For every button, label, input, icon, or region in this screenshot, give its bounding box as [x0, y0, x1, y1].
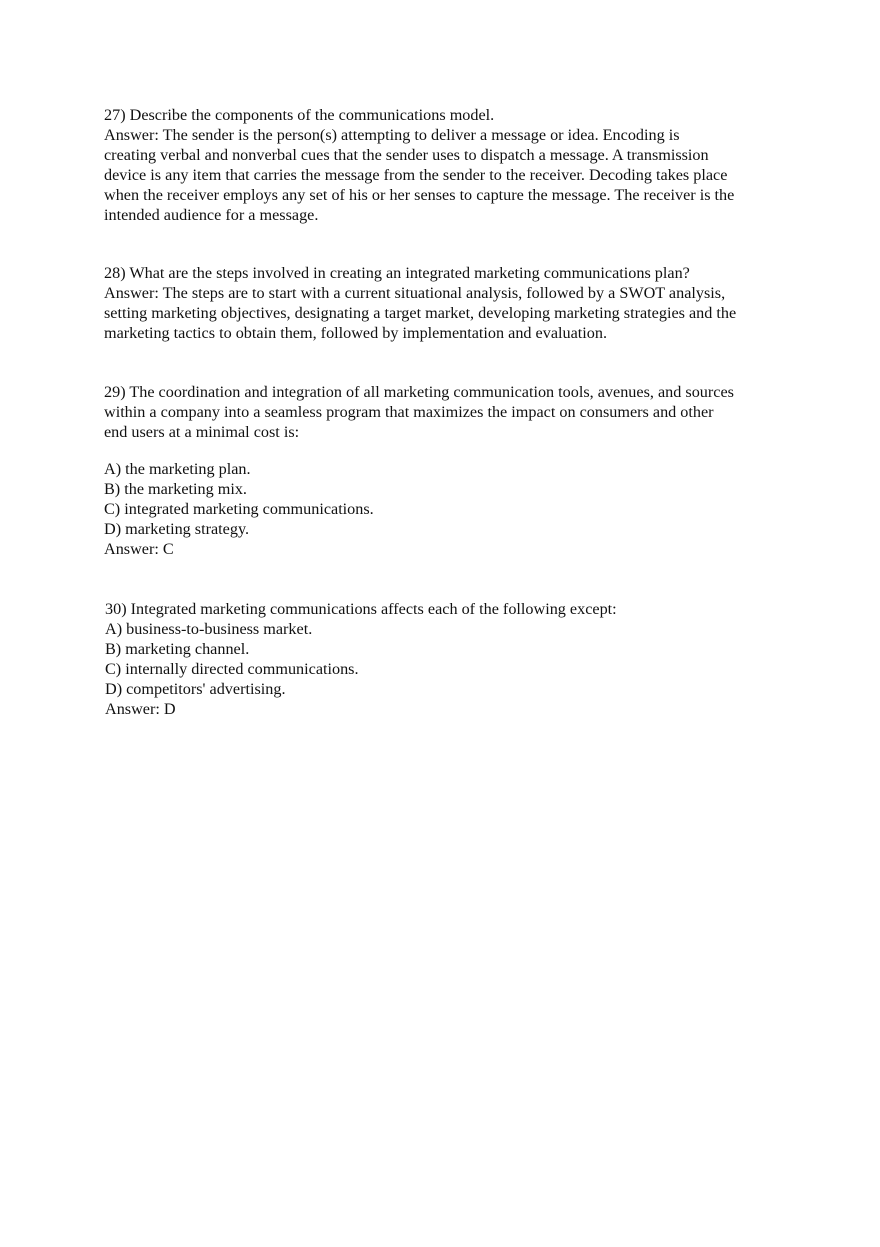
answer-line: device is any item that carries the message from the sender to the receiver. Decoding takes place [104, 166, 728, 184]
answer-line: Answer: The steps are to start with a current situational analysis, followed by a SWOT analysis, [104, 284, 726, 302]
question-prompt-line: 27) Describe the components of the communications model. [104, 106, 495, 124]
answer-line: creating verbal and nonverbal cues that the sender uses to dispatch a message. A transmission [104, 146, 709, 164]
answer-line: marketing tactics to obtain them, followed by implementation and evaluation. [104, 324, 608, 342]
spacer [104, 442, 794, 459]
answer-line: intended audience for a message. [104, 206, 319, 224]
question-29 [104, 382, 794, 559]
question-prompt-line: end users at a minimal cost is: [104, 423, 300, 441]
option-c: C) integrated marketing communications. [104, 500, 374, 518]
question-prompt-line: 28) What are the steps involved in creating an integrated marketing communications plan? [104, 264, 690, 282]
option-b: B) marketing channel. [105, 640, 250, 658]
question-27 [104, 105, 794, 225]
option-d: D) competitors' advertising. [105, 680, 286, 698]
option-a: A) business-to-business market. [105, 620, 313, 638]
answer-key: Answer: D [105, 700, 176, 718]
question-prompt-line: 30) Integrated marketing communications affects each of the following except: [105, 600, 617, 618]
answer-key: Answer: C [104, 540, 174, 558]
question-prompt-line: 29) The coordination and integration of all marketing communication tools, avenues, and sources [104, 383, 734, 401]
answer-line: when the receiver employs any set of his or her senses to capture the message. The receiver is the [104, 186, 735, 204]
answer-line: Answer: The sender is the person(s) attempting to deliver a message or idea. Encoding is [104, 126, 680, 144]
question-prompt-line: within a company into a seamless program that maximizes the impact on consumers and other [104, 403, 714, 421]
question-30 [105, 599, 795, 719]
option-c: C) internally directed communications. [105, 660, 359, 678]
option-d: D) marketing strategy. [104, 520, 250, 538]
option-b: B) the marketing mix. [104, 480, 247, 498]
answer-line: setting marketing objectives, designating a target market, developing marketing strategies and the [104, 304, 737, 322]
question-28 [104, 263, 794, 343]
option-a: A) the marketing plan. [104, 460, 251, 478]
